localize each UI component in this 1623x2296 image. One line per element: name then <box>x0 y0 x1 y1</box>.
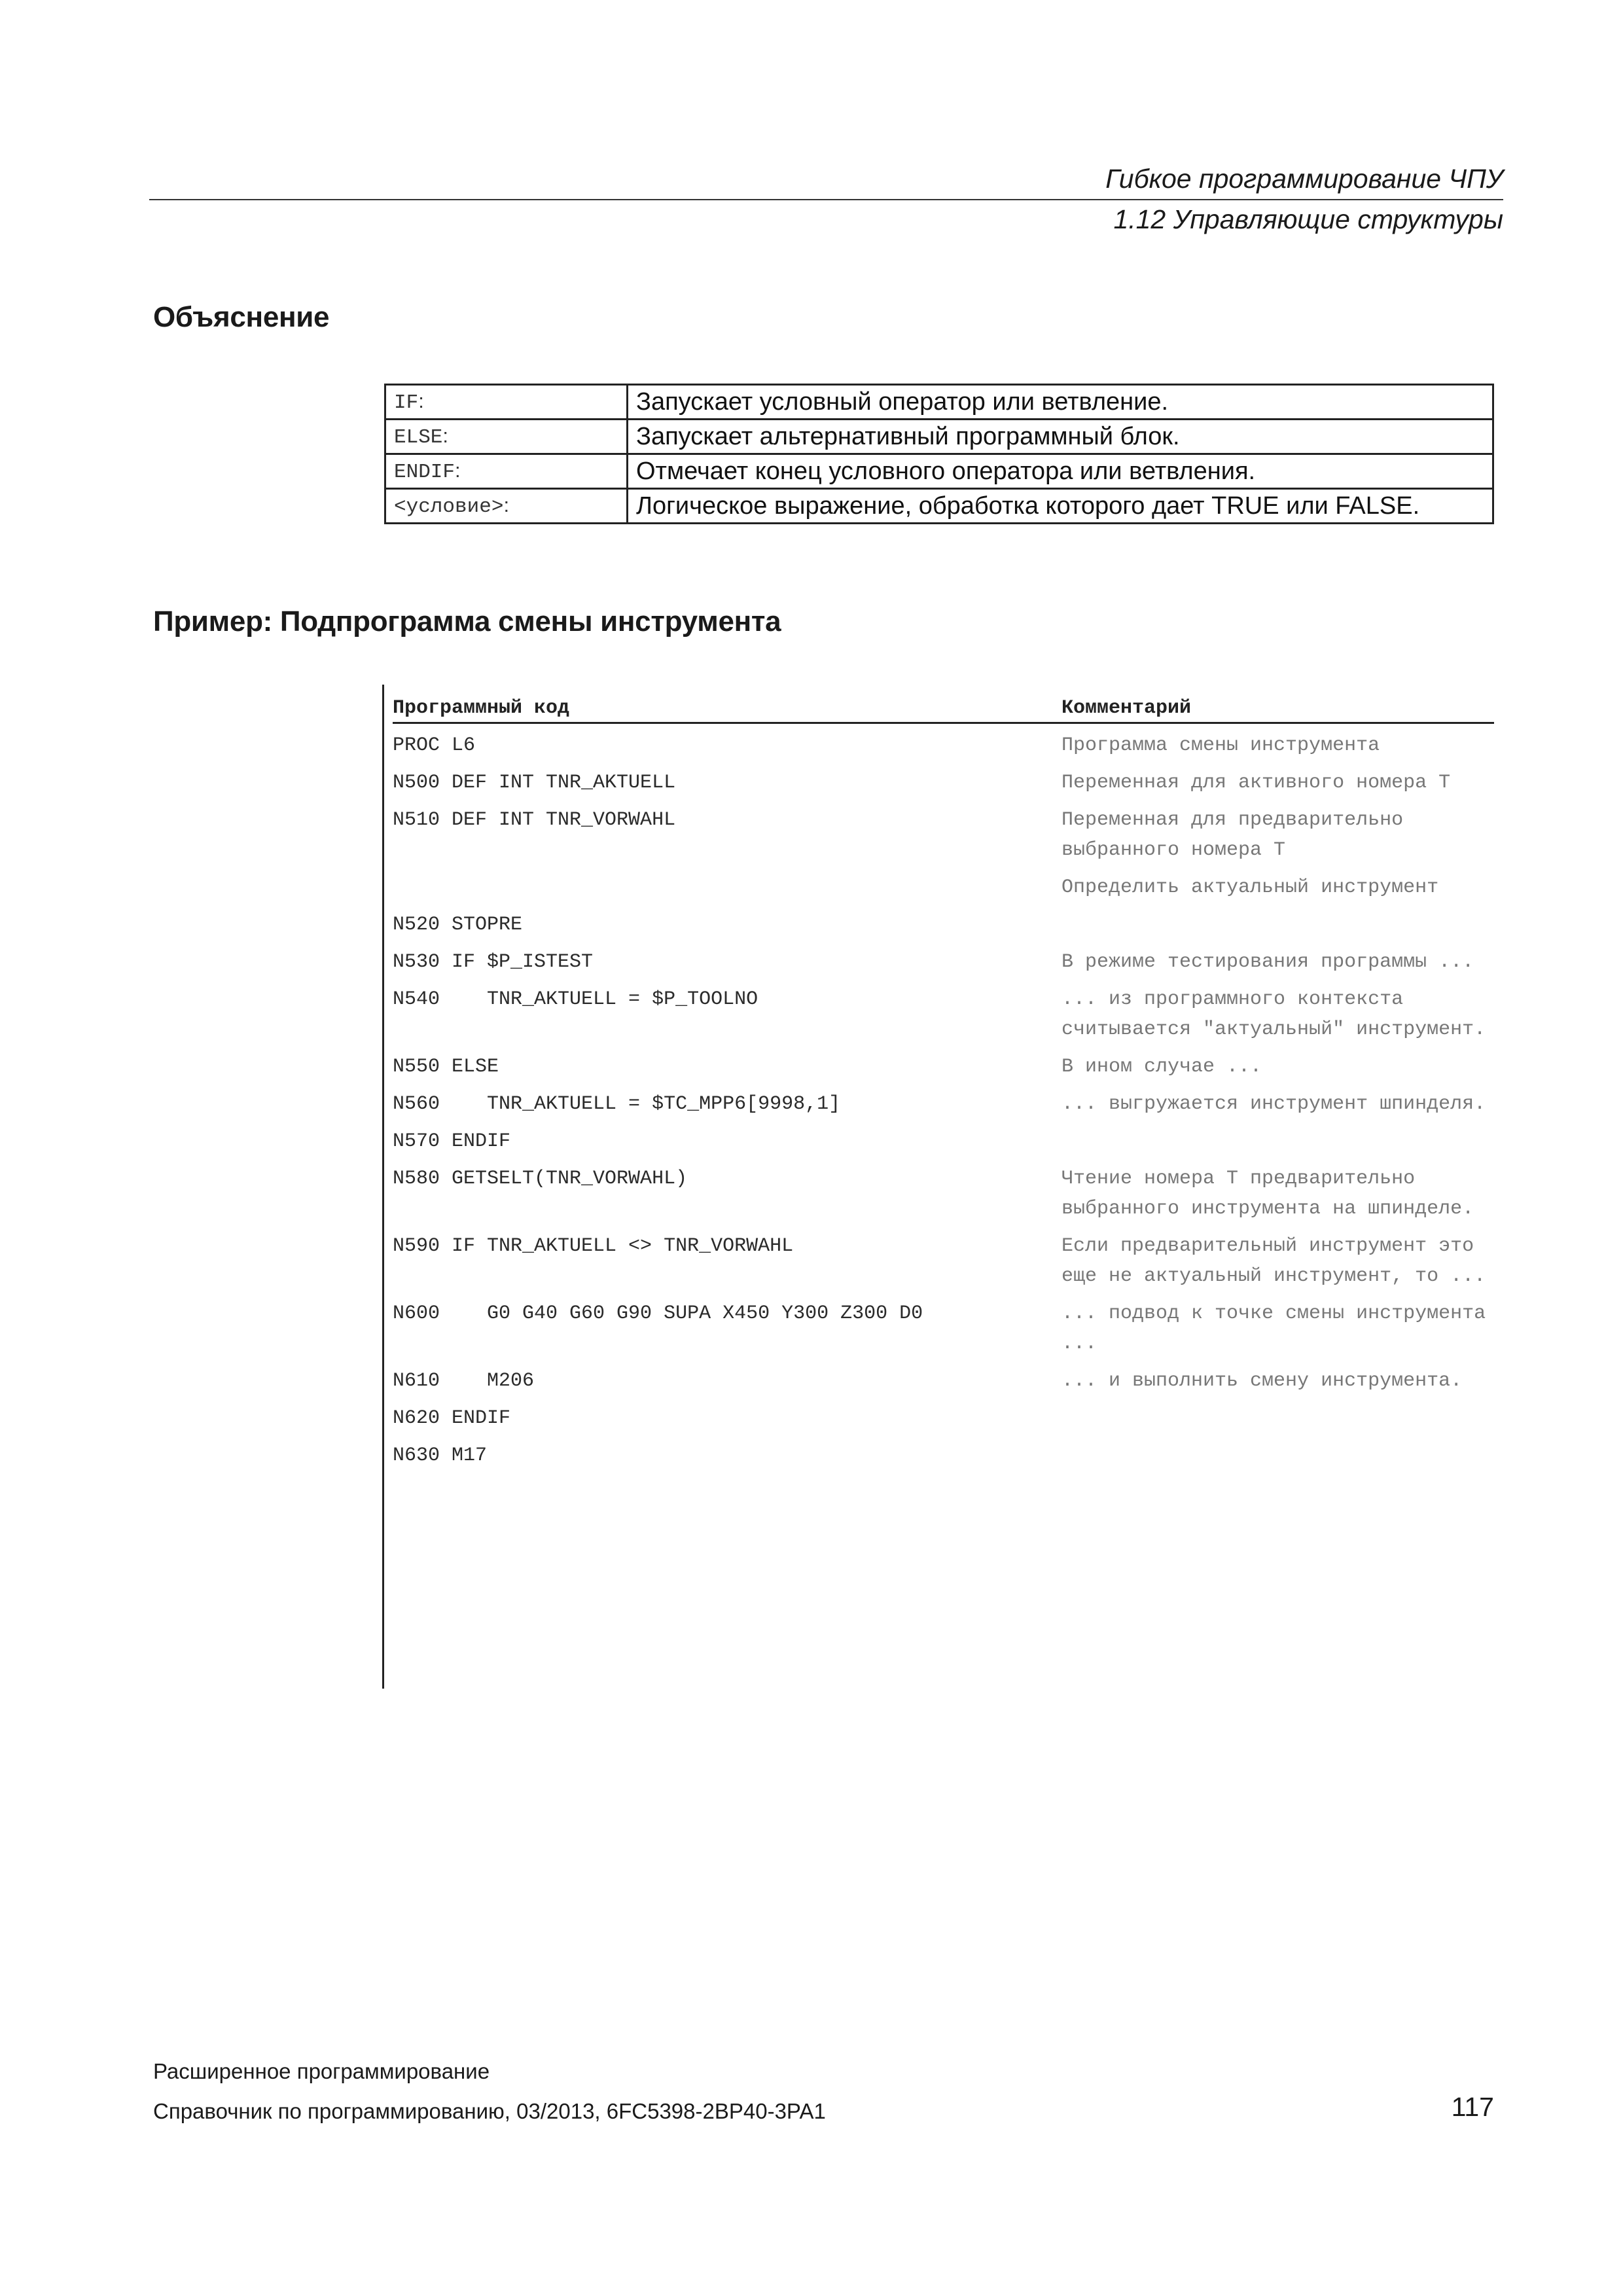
code-comment: Чтение номера T предварительно выбранного инструмента на шпинделе. <box>1061 1168 1474 1220</box>
code-line: N550 ELSE <box>393 1056 499 1078</box>
code-line: N540 TNR_AKTUELL = $P_TOOLNO <box>393 988 758 1011</box>
code-comment: В ином случае ... <box>1061 1056 1262 1078</box>
code-line: N600 G0 G40 G60 G90 SUPA X450 Y300 Z300 D0 <box>393 1302 923 1325</box>
term-colon: : <box>455 459 461 482</box>
code-comment: Переменная для предварительно выбранного номера T <box>1061 809 1404 861</box>
code-line: N610 M206 <box>393 1370 535 1392</box>
code-line <box>393 872 1061 903</box>
code-line: N620 ENDIF <box>393 1407 511 1429</box>
explanation-heading: Объяснение <box>153 301 330 333</box>
code-comment: ... выгружается инструмент шпинделя. <box>1061 1093 1486 1115</box>
code-comment <box>1061 910 1494 940</box>
code-row <box>393 1299 1494 1359</box>
footer-book-info: Справочник по программированию, 03/2013, 6FC5398-2BP40-3PA1 <box>153 2099 826 2123</box>
table-row <box>385 420 1493 454</box>
column-header-code: Программный код <box>393 697 570 719</box>
code-comment: ... подвод к точке смены инструмента ... <box>1061 1302 1486 1355</box>
code-line: N510 DEF INT TNR_VORWAHL <box>393 809 676 831</box>
code-row <box>393 984 1494 1045</box>
code-comment: ... и выполнить смену инструмента. <box>1061 1370 1463 1392</box>
term-description: Логическое выражение, обработка которого дает TRUE или FALSE. <box>628 489 1493 524</box>
term-colon: : <box>503 493 510 516</box>
term-if: IF <box>394 391 419 414</box>
page-number: 117 <box>1451 2092 1494 2122</box>
code-row <box>393 1231 1494 1291</box>
code-comment <box>1061 1126 1494 1157</box>
explanation-table <box>384 384 1494 524</box>
code-row <box>393 1164 1494 1224</box>
code-row <box>393 805 1494 865</box>
code-comment <box>1061 1403 1494 1433</box>
code-line: N630 M17 <box>393 1444 488 1467</box>
code-comment: ... из программного контекста считывается "актуальный" инструмент. <box>1061 988 1486 1041</box>
code-row <box>393 1089 1494 1119</box>
code-line: N560 TNR_AKTUELL = $TC_MPP6[9998,1] <box>393 1093 841 1115</box>
code-line: N520 STOPRE <box>393 914 523 936</box>
header-rule <box>149 199 1503 200</box>
term-colon: : <box>418 389 424 412</box>
running-title: Гибкое программирование ЧПУ <box>1105 164 1503 194</box>
code-row <box>393 910 1494 940</box>
code-row <box>393 947 1494 977</box>
table-row <box>385 489 1493 524</box>
code-comment <box>1061 1441 1494 1471</box>
code-line: N590 IF TNR_AKTUELL <> TNR_VORWAHL <box>393 1235 794 1257</box>
table-row <box>385 454 1493 489</box>
term-colon: : <box>442 424 449 447</box>
code-margin-bar <box>382 685 384 1689</box>
term-condition: <условие> <box>394 495 504 518</box>
example-heading: Пример: Подпрограмма смены инструмента <box>153 605 781 637</box>
code-rows <box>393 724 1494 1471</box>
code-comment: Программа смены инструмента <box>1061 734 1380 757</box>
column-header-comment: Комментарий <box>1061 697 1192 719</box>
code-comment: Если предварительный инструмент это еще не актуальный инструмент, то ... <box>1061 1235 1486 1287</box>
code-row <box>393 1403 1494 1433</box>
code-row <box>393 1052 1494 1082</box>
code-row <box>393 872 1494 903</box>
footer-book-title: Расширенное программирование <box>153 2059 490 2083</box>
code-row <box>393 1366 1494 1396</box>
term-description: Отмечает конец условного оператора или ветвления. <box>628 454 1493 489</box>
code-listing <box>393 692 1494 1478</box>
code-row <box>393 1126 1494 1157</box>
term-else: ELSE <box>394 426 443 449</box>
code-line: N500 DEF INT TNR_AKTUELL <box>393 772 676 794</box>
code-listing-header <box>393 692 1494 724</box>
term-endif: ENDIF <box>394 461 455 484</box>
code-row <box>393 1441 1494 1471</box>
term-description: Запускает условный оператор или ветвление. <box>628 385 1493 420</box>
code-comment: В режиме тестирования программы ... <box>1061 951 1474 973</box>
code-line: N580 GETSELT(TNR_VORWAHL) <box>393 1168 688 1190</box>
code-line: PROC L6 <box>393 734 476 757</box>
code-comment: Определить актуальный инструмент <box>1061 876 1439 899</box>
table-row <box>385 385 1493 420</box>
section-reference: 1.12 Управляющие структуры <box>1113 204 1503 234</box>
term-description: Запускает альтернативный программный блок. <box>628 420 1493 454</box>
code-comment: Переменная для активного номера T <box>1061 772 1451 794</box>
code-row <box>393 730 1494 761</box>
code-line: N570 ENDIF <box>393 1130 511 1153</box>
code-row <box>393 768 1494 798</box>
code-line: N530 IF $P_ISTEST <box>393 951 594 973</box>
